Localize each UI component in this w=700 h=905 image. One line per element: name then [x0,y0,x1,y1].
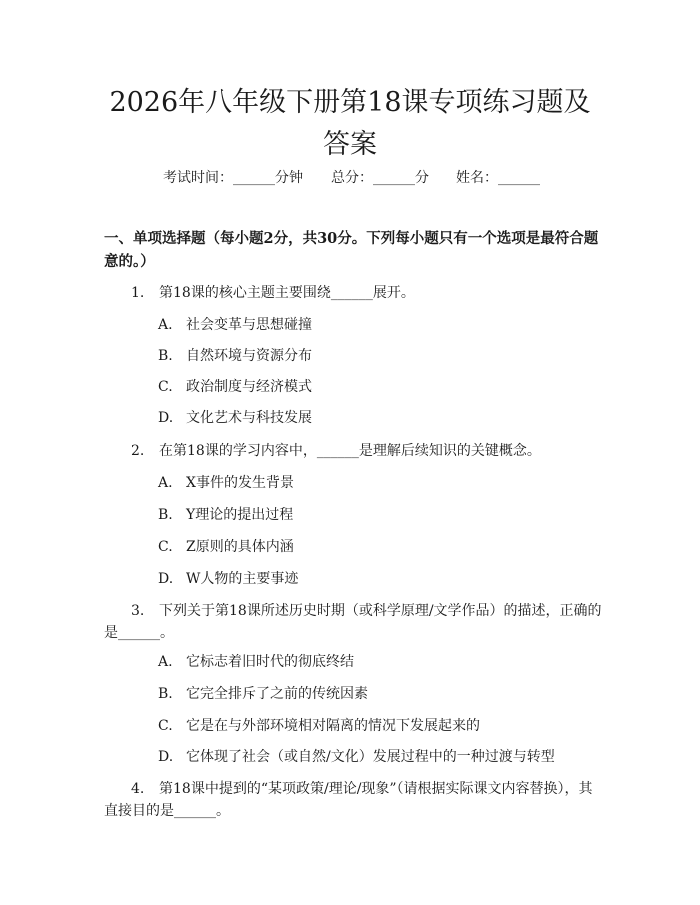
option-3c [158,716,480,736]
option-letter: B. [158,686,173,702]
option-1b [158,346,312,366]
option-text: 文化艺术与科技发展 [186,410,312,426]
option-text: Y理论的提出过程 [186,507,294,523]
option-2d [158,569,298,589]
option-letter: D. [158,410,174,426]
option-3a [158,652,354,672]
question-number: 3. [131,603,145,619]
option-1d [158,408,312,428]
option-letter: B. [158,507,173,523]
option-text: 自然环境与资源分布 [186,348,312,364]
question-1 [104,282,604,304]
option-3d [158,747,555,767]
section-heading: 一、单项选择题（每小题2分，共30分。下列每小题只有一个选项是最符合题意的。） [104,230,599,270]
option-1c [158,377,312,397]
option-1a [158,315,312,335]
option-letter: A. [158,317,173,333]
option-text: 它完全排斥了之前的传统因素 [186,686,368,702]
option-text: 社会变革与思想碰撞 [186,317,312,333]
option-text: Z原则的具体内涵 [186,539,294,555]
option-text: X事件的发生背景 [186,475,294,491]
question-4 [104,778,604,822]
option-letter: A. [158,654,173,670]
option-text: 政治制度与经济模式 [186,379,312,395]
option-letter: B. [158,348,173,364]
question-number: 2. [131,443,145,459]
option-letter: C. [158,539,173,555]
option-text: 它体现了社会（或自然/文化）发展过程中的一种过渡与转型 [186,749,555,765]
total-score-field: 总分：______分 [331,170,429,186]
question-2 [104,440,604,462]
option-3b [158,684,368,704]
option-2b [158,505,293,525]
option-letter: D. [158,749,174,765]
option-text: 它标志着旧时代的彻底终结 [186,654,354,670]
option-text: 它是在与外部环境相对隔离的情况下发展起来的 [186,718,480,734]
option-letter: C. [158,718,173,734]
option-2a [158,473,294,493]
question-text: 第18课的核心主题主要围绕______展开。 [159,285,415,301]
question-text: 下列关于第18课所述历史时期（或科学原理/文学作品）的描述，正确的是______。 [104,603,602,641]
student-name-field: 姓名：______ [456,170,540,186]
question-number: 1. [131,285,145,301]
question-number: 4. [131,781,145,797]
page-title: 2026年八年级下册第18课专项练习题及答案 [109,87,591,160]
exam-time-field: 考试时间：______分钟 [163,170,303,186]
question-text: 在第18课的学习内容中，______是理解后续知识的关键概念。 [159,443,541,459]
question-text: 第18课中提到的“某项政策/理论/现象”（请根据实际课文内容替换），其直接目的是______。 [104,781,593,819]
option-letter: A. [158,475,173,491]
option-2c [158,537,294,557]
question-3 [104,600,604,644]
option-letter: C. [158,379,173,395]
option-text: W人物的主要事迹 [186,571,299,587]
option-letter: D. [158,571,174,587]
